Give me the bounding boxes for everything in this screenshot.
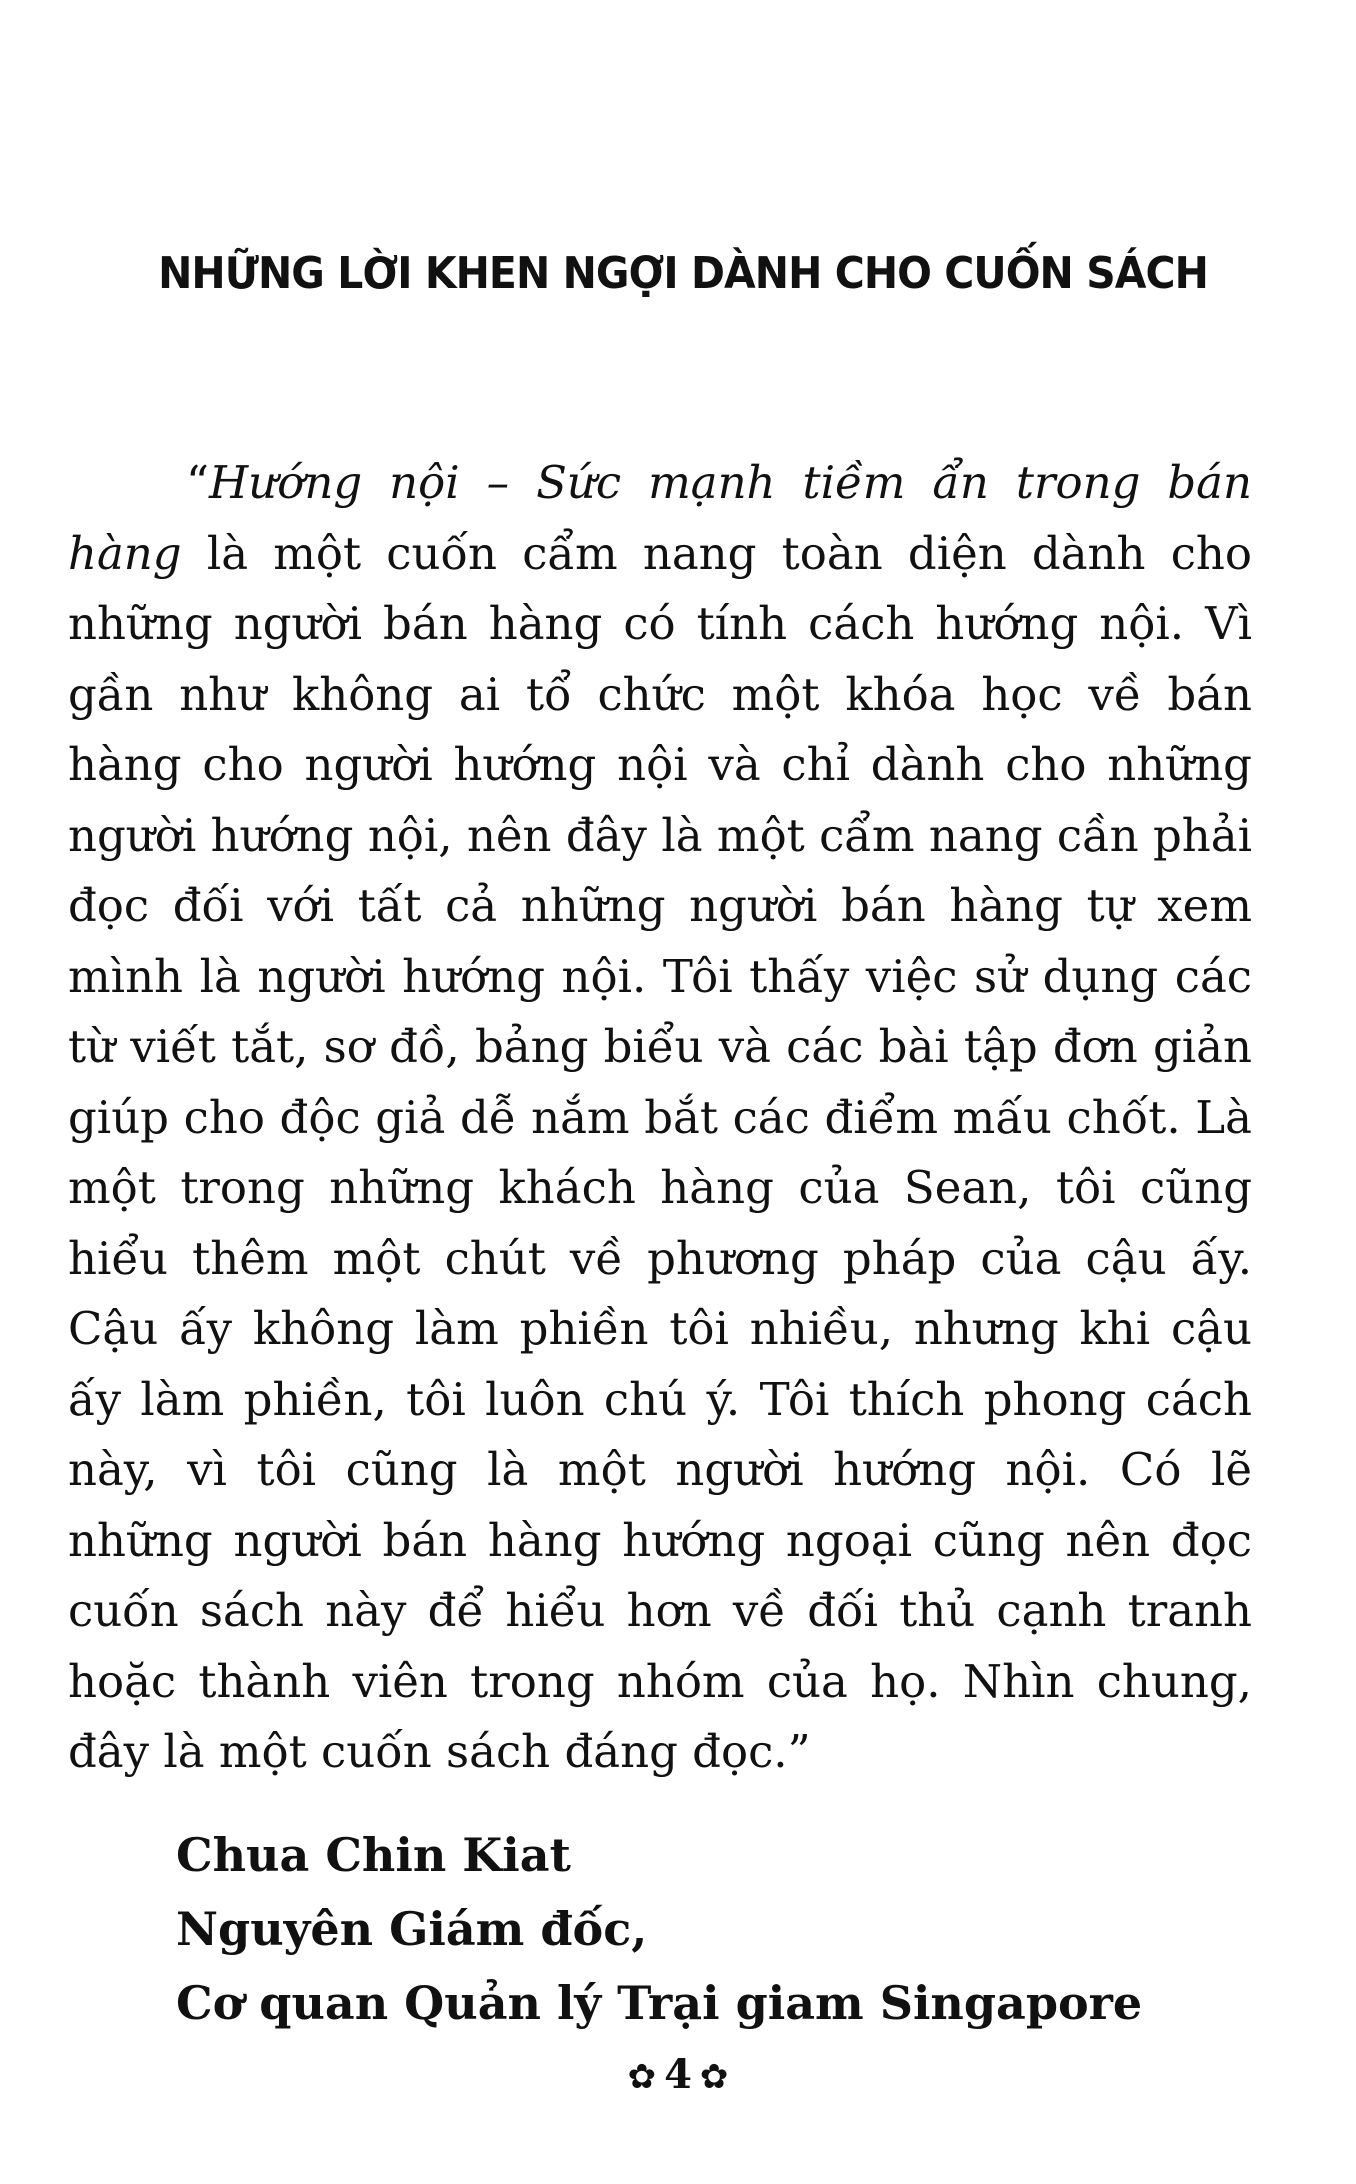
author-organization: Cơ quan Quản lý Trại giam Singapore [176, 1976, 1143, 2030]
quote-text: là một cuốn cẩm nang toàn diện dành cho những người bán hàng có tính cách hướng nội. Vì gần như không ai tổ chức một khóa học về bán hàng cho người hướng nội và chỉ dành cho những người hướng nội, nên đây là một cẩm nang cần phải đọc đối với tất cả những người bán hàng tự xem mình là người hướng nội. Tôi thấy việc sử dụng các từ viết tắt, sơ đồ, bảng biểu và các bài tập đơn giản giúp cho độc giả dễ nắm bắt các điểm mấu chốt. Là một trong những khách hàng của Sean, tôi cũng hiểu thêm một chút về phương pháp của cậu ấy. Cậu ấy không làm phiền tôi nhiều, nhưng khi cậu ấy làm phiền, tôi luôn chú ý. Tôi thích phong cách này, vì tôi cũng là một người hướng nội. Có lẽ những người bán hàng hướng ngoại cũng nên đọc cuốn sách này để hiểu hơn về đối thủ cạnh tranh hoặc thành viên trong nhóm của họ. Nhìn chung, đây là một cuốn sách đáng đọc. [68, 526, 1252, 1778]
quote-open-mark: “ [186, 456, 210, 509]
page-number-value: 4 [664, 2051, 692, 2098]
quote-close-mark: ” [787, 1725, 811, 1778]
page-number [0, 2050, 1356, 2102]
book-title: Hướng nội – Sức mạnh tiềm ẩn trong bán hàng [68, 456, 1252, 580]
flower-icon: ✿ [699, 2057, 729, 2097]
author-position: Nguyên Giám đốc, [176, 1902, 648, 1956]
signature-block [176, 1818, 1142, 2040]
flower-icon: ✿ [627, 2057, 657, 2097]
author-name: Chua Chin Kiat [176, 1828, 571, 1882]
praise-quote [68, 448, 1252, 1788]
page-heading: NHỮNG LỜI KHEN NGỢI DÀNH CHO CUỐN SÁCH [158, 248, 1208, 299]
